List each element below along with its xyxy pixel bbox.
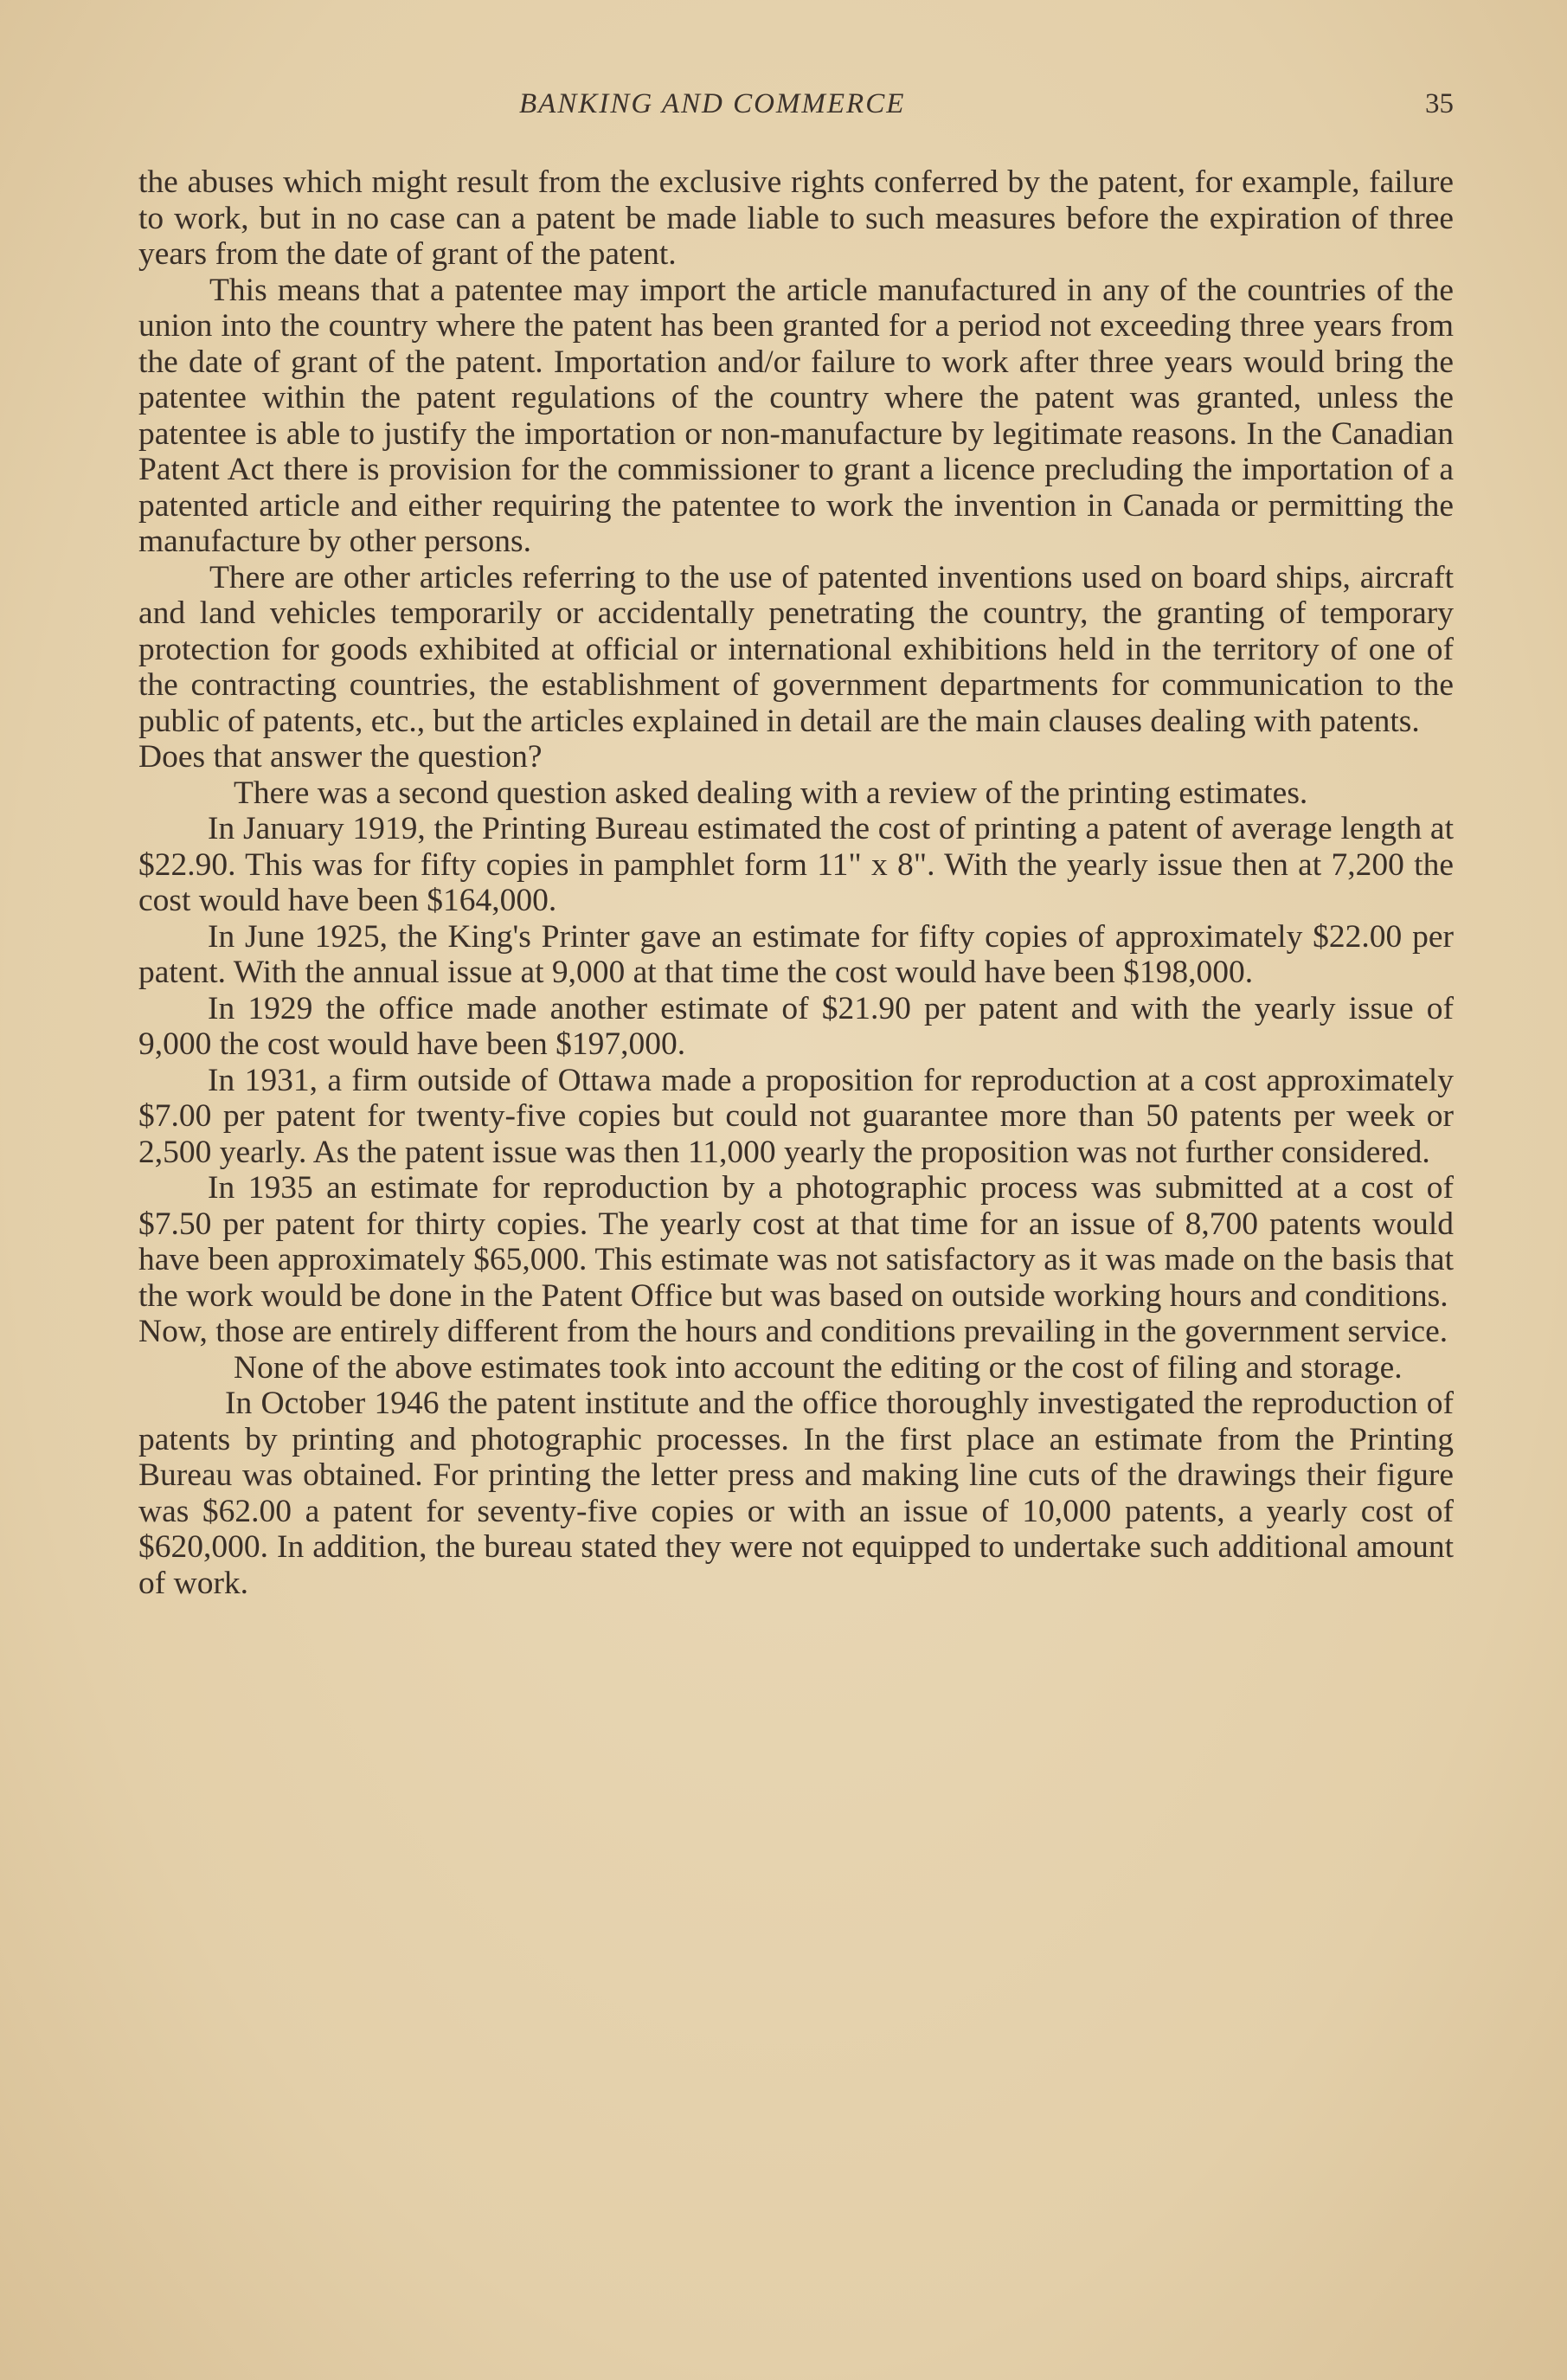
paragraph-estimate-1925: In June 1925, the King's Printer gave an estimate for fifty copies of approximately $22.00 per patent. With the annual issue at 9,000 at that time the cost would have been $198,000. [138, 918, 1454, 990]
running-head: BANKING AND COMMERCE [519, 88, 906, 119]
page-header [234, 88, 1454, 132]
paragraph-question: Does that answer the question? [138, 739, 543, 775]
paragraph-estimate-1931: In 1931, a firm outside of Ottawa made a proposition for reproduction at a cost approximately $7.00 per patent for twenty-five copies but could not guarantee more than 50 patents per week or 2,500 yearly. As the patent issue was then 11,000 yearly the proposition was not further considered. [138, 1062, 1454, 1170]
body-text [138, 164, 1454, 1601]
paragraph-abuses: the abuses which might result from the exclusive rights conferred by the patent, for example, failure to work, but in no case can a patent be made liable to such measures before the expiration of three years from the date of grant of the patent. [138, 164, 1454, 272]
paragraph-hours-conditions: Now, those are entirely different from the hours and conditions prevailing in the government service. [138, 1314, 1448, 1349]
paragraph-estimate-1935: In 1935 an estimate for reproduction by a photographic process was submitted at a cost of $7.50 per patent for thirty copies. The yearly cost at that time for an issue of 8,700 patents would have been approximately $65,000. This estimate was not satisfactory as it was made on the basis that the work would be done in the Patent Office but was based on outside working hours and conditions. [138, 1170, 1454, 1314]
page-number: 35 [1425, 88, 1454, 119]
paragraph-estimate-1946: In October 1946 the patent institute and the office thoroughly investigated the reproduction of patents by printing and photographic processes. In the first place an estimate from the Printing Bureau was obtained. For printing the letter press and making line cuts of the drawings their figure was $62.00 a patent for seventy-five copies or with an issue of 10,000 patents, a yearly cost of $620,000. In addition, the bureau stated they were not equipped to undertake such additional amount of work. [138, 1386, 1454, 1601]
paragraph-other-articles: There are other articles referring to the use of patented inventions used on board ships, aircraft and land vehicles temporarily or accidentally penetrating the country, the granting of temporary protection for goods exhibited at official or international exhibitions held in the territory of one of the contracting countries, the establishment of government departments for communication to the public of patents, etc., but the articles explained in detail are the main clauses dealing with patents. [138, 559, 1454, 739]
paragraph-editing-filing: None of the above estimates took into account the editing or the cost of filing and storage. [234, 1349, 1403, 1386]
paragraph-import-article: This means that a patentee may import the article manufactured in any of the countries of the union into the country where the patent has been granted for a period not exceeding three years from the date of grant of the patent. Importation and/or failure to work after three years would bring the patentee within the patent regulations of the country where the patent was granted, unless the patentee is able to justify the importation or non-manufacture by legitimate reasons. In the Canadian Patent Act there is provision for the commissioner to grant a licence precluding the importation of a patented article and either requiring the patentee to work the invention in Canada or permitting the manufacture by other persons. [138, 272, 1454, 559]
paragraph-estimate-1929: In 1929 the office made another estimate of $21.90 per patent and with the yearly issue of 9,000 the cost would have been $197,000. [138, 990, 1454, 1062]
paragraph-second-question: There was a second question asked dealing with a review of the printing estimates. [234, 775, 1308, 811]
paragraph-estimate-1919: In January 1919, the Printing Bureau estimated the cost of printing a patent of average length at $22.90. This was for fifty copies in pamphlet form 11" x 8". With the yearly issue then at 7,200 the cost would have been $164,000. [138, 811, 1454, 918]
